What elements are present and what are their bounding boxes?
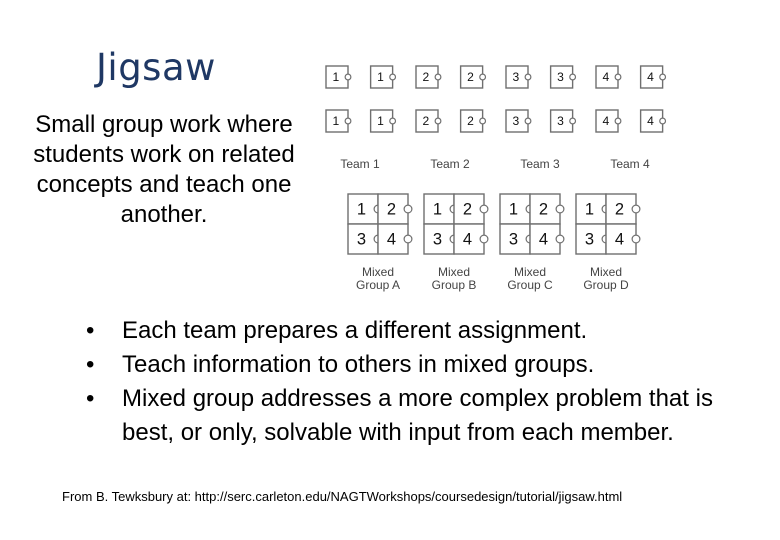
puzzle-knob [435,118,441,124]
piece-number: 1 [508,200,519,219]
mixed-groups-row [348,194,640,292]
piece-number: 4 [647,113,654,128]
piece-number: 3 [557,69,564,84]
piece-number: 3 [584,230,595,249]
piece-number: 4 [462,230,473,249]
puzzle-knob [480,74,486,80]
puzzle-knob [632,235,640,243]
lead-text: Small group work where students work on related concepts and teach one another. [33,111,295,228]
puzzle-piece [506,66,531,88]
group-label: Mixed [361,265,395,279]
piece-number: 3 [432,230,443,249]
piece-number: 2 [614,200,625,219]
puzzle-piece [500,194,534,224]
piece-number: 2 [422,113,430,128]
puzzle-knob [404,205,412,213]
puzzle-piece [606,224,640,254]
team-group [506,66,575,171]
puzzle-piece [596,66,621,88]
group-label: Team 3 [520,157,560,171]
piece-number: 1 [377,113,384,128]
puzzle-knob [660,74,666,80]
piece-number: 2 [386,200,397,219]
puzzle-knob [480,205,488,213]
puzzle-piece [371,110,396,132]
piece-number: 4 [614,230,625,249]
puzzle-piece [416,110,441,132]
bullet-dot: • [86,317,95,344]
puzzle-piece [348,224,382,254]
puzzle-piece [326,66,351,88]
puzzle-knob [480,235,488,243]
puzzle-knob [615,74,621,80]
bullet-item [82,314,762,348]
teams-row [326,66,665,171]
puzzle-knob [390,118,396,124]
bullet-text: Each team prepares a different assignment. [122,317,588,344]
team-group [326,66,395,171]
team-group [596,66,665,171]
mixed-group [500,194,564,292]
puzzle-piece [530,224,564,254]
puzzle-knob [660,118,666,124]
puzzle-piece [454,224,488,254]
piece-number: 1 [356,200,367,219]
puzzle-piece [371,66,396,88]
bullet-item [82,382,762,450]
puzzle-knob [556,235,564,243]
puzzle-piece [506,110,531,132]
group-label: Team 1 [340,157,380,171]
slide-title: Jigsaw [96,46,216,89]
puzzle-piece [454,194,488,224]
piece-number: 2 [422,69,430,84]
puzzle-piece [424,194,458,224]
piece-number: 3 [512,113,520,128]
source-credit: From B. Tewksbury at: http://serc.carleton.edu/NAGTWorkshops/coursedesign/tutorial/jigsaw.html [62,489,623,504]
bullet-list [82,314,762,450]
puzzle-piece [641,110,666,132]
piece-number: 4 [647,69,654,84]
mixed-group [348,194,412,292]
puzzle-knob [404,235,412,243]
puzzle-piece [641,66,666,88]
puzzle-knob [345,118,351,124]
puzzle-piece [461,66,486,88]
puzzle-knob [390,74,396,80]
bullet-dot: • [86,351,95,378]
piece-number: 4 [538,230,549,249]
group-label: Mixed [589,265,623,279]
piece-number: 1 [584,200,595,219]
jigsaw-diagram [318,60,668,300]
group-label: Mixed [437,265,471,279]
puzzle-piece [576,194,610,224]
piece-number: 1 [332,113,340,128]
piece-number: 1 [377,69,384,84]
puzzle-piece [416,66,441,88]
piece-number: 1 [332,69,340,84]
puzzle-piece [530,194,564,224]
puzzle-knob [570,74,576,80]
puzzle-piece [576,224,610,254]
puzzle-knob [435,74,441,80]
group-label: Team 2 [430,157,470,171]
puzzle-piece [326,110,351,132]
piece-number: 1 [432,200,443,219]
piece-number: 2 [538,200,549,219]
group-label: Group D [583,278,629,292]
puzzle-knob [480,118,486,124]
piece-number: 3 [356,230,367,249]
group-label: Team 4 [610,157,650,171]
mixed-group [424,194,488,292]
piece-number: 3 [512,69,520,84]
puzzle-piece [500,224,534,254]
piece-number: 2 [467,113,474,128]
puzzle-knob [570,118,576,124]
group-label: Group C [507,278,553,292]
puzzle-piece [551,110,576,132]
piece-number: 2 [462,200,473,219]
bullet-text: Teach information to others in mixed groups. [122,351,595,378]
team-group [416,66,485,171]
group-label: Mixed [513,265,547,279]
puzzle-piece [378,194,412,224]
piece-number: 4 [602,113,610,128]
puzzle-piece [596,110,621,132]
piece-number: 2 [467,69,474,84]
puzzle-piece [378,224,412,254]
bullet-dot: • [86,385,95,412]
puzzle-knob [615,118,621,124]
puzzle-piece [424,224,458,254]
puzzle-knob [556,205,564,213]
piece-number: 3 [508,230,519,249]
mixed-group [576,194,640,292]
piece-number: 3 [557,113,564,128]
piece-number: 4 [602,69,610,84]
puzzle-piece [551,66,576,88]
puzzle-knob [525,118,531,124]
puzzle-piece [606,194,640,224]
bullet-text: Mixed group addresses a more complex problem that is best, or only, solvable with input from each member. [122,385,713,446]
puzzle-piece [348,194,382,224]
puzzle-piece [461,110,486,132]
piece-number: 4 [386,230,397,249]
puzzle-knob [345,74,351,80]
puzzle-knob [525,74,531,80]
group-label: Group A [355,278,401,292]
group-label: Group B [431,278,477,292]
puzzle-knob [632,205,640,213]
bullet-item [82,348,762,382]
